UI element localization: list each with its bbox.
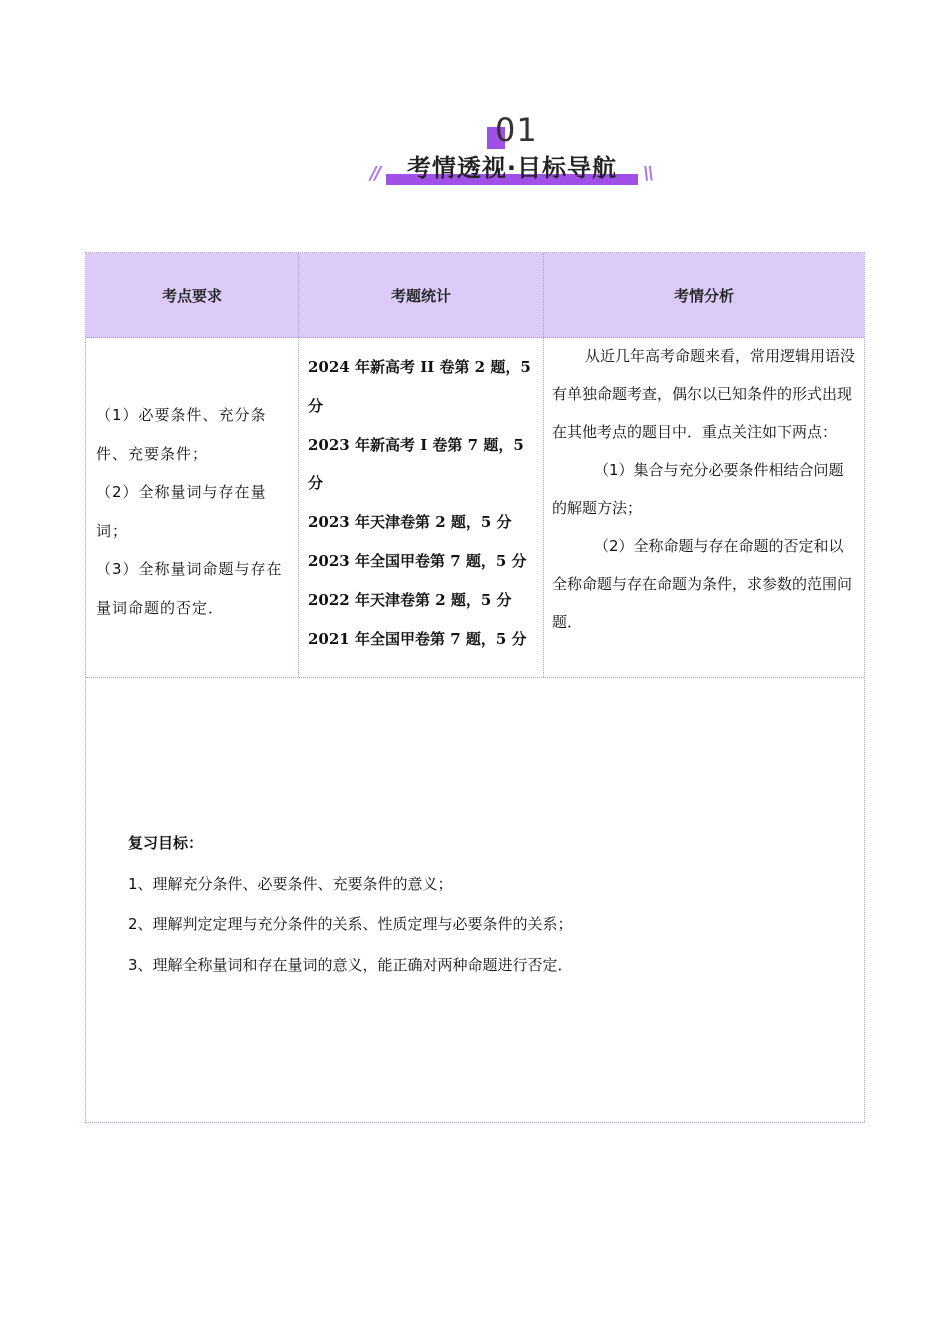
right-slash-decoration: \\ — [643, 163, 653, 184]
section-title: 考情透视·目标导航 — [406, 154, 618, 182]
table-header-row — [86, 253, 864, 338]
stat-item: 2023 年全国甲卷第 7 题，5 分 — [308, 551, 527, 570]
goals-title: 复习目标： — [128, 834, 204, 852]
requirement-item: （2）全称量词与存在量词； — [96, 483, 267, 540]
stat-item: 2023 年新高考 I 卷第 7 题，5 分 — [308, 435, 524, 493]
stat-item: 2021 年全国甲卷第 7 题，5 分 — [308, 629, 527, 648]
goal-item: 2、理解判定定理与充分条件的关系、性质定理与必要条件的关系； — [128, 915, 573, 933]
statistics-cell — [308, 348, 536, 658]
header-statistics: 考题统计 — [390, 286, 451, 305]
stat-item: 2023 年天津卷第 2 题，5 分 — [308, 513, 512, 532]
section-header — [0, 0, 950, 200]
header-requirements: 考点要求 — [161, 286, 222, 305]
stat-item: 2024 年新高考 II 卷第 2 题，5 分 — [308, 358, 531, 415]
requirements-cell — [96, 396, 292, 627]
analysis-intro: 从近几年高考命题来看，常用逻辑用语没有单独命题考查，偶尔以已知条件的形式出现在其他考点的题目中．重点关注如下两点： — [552, 347, 856, 441]
analysis-point-1: （1）集合与充分必要条件相结合问题的解题方法； — [552, 461, 844, 517]
exam-analysis-table — [85, 252, 865, 1123]
requirement-item: （1）必要条件、充分条件、充要条件； — [96, 406, 267, 463]
goal-item: 3、理解全称量词和存在量词的意义，能正确对两种命题进行否定． — [128, 955, 573, 974]
analysis-point-2: （2）全称命题与存在命题的否定和以全称命题与存在命题为条件，求参数的范围问题． — [552, 537, 853, 631]
review-goals — [128, 823, 828, 985]
header-analysis: 考情分析 — [673, 286, 734, 305]
requirement-item: （3）全称量词命题与存在量词命题的否定． — [96, 560, 283, 617]
stat-item: 2022 年天津卷第 2 题，5 分 — [308, 590, 512, 609]
goal-item: 1、理解充分条件、必要条件、充要条件的意义； — [128, 874, 453, 893]
table-body-row — [86, 338, 864, 678]
section-number: 01 — [495, 111, 538, 149]
left-slash-decoration: // — [370, 163, 380, 184]
analysis-cell — [552, 337, 856, 641]
